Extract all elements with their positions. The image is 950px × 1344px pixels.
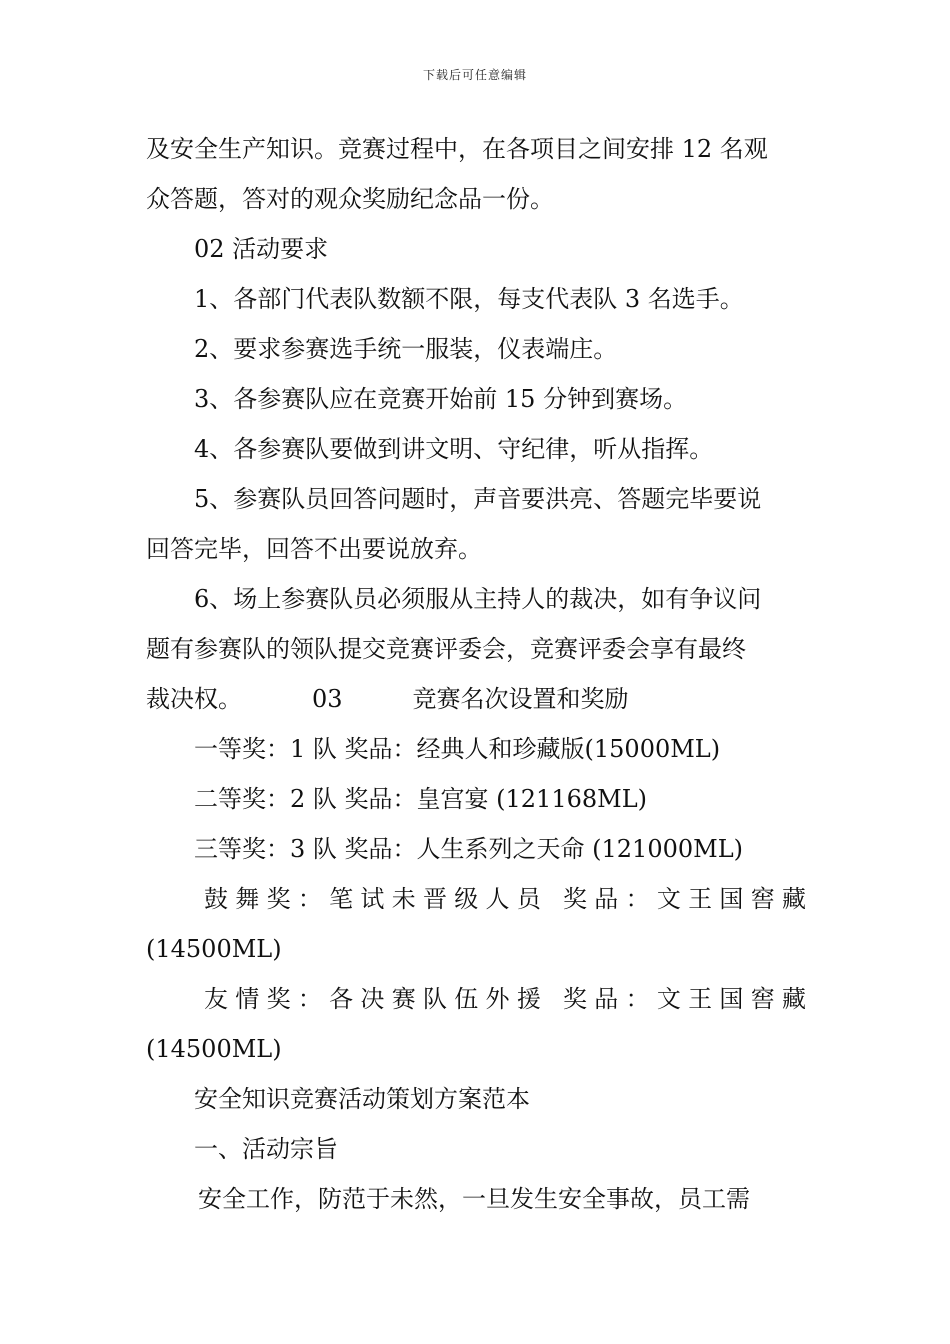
list-item: 2、要求参赛选手统一服装，仪表端庄。 bbox=[194, 335, 618, 363]
paragraph-line bbox=[146, 674, 806, 724]
list-item: 3、各参赛队应在竞赛开始前 15 分钟到赛场。 bbox=[194, 385, 688, 413]
paragraph-line: (14500ML) bbox=[146, 935, 282, 963]
document-body bbox=[146, 124, 806, 1224]
section-heading: 02 活动要求 bbox=[194, 235, 329, 263]
section-heading: 一、活动宗旨 bbox=[194, 1135, 338, 1163]
award-item: 鼓舞奖：笔试未晋级人员 奖品：文王国窖藏 bbox=[204, 885, 806, 913]
list-item: 6、场上参赛队员必须服从主持人的裁决，如有争议问 bbox=[194, 585, 762, 613]
section-number: 03 bbox=[312, 685, 343, 713]
list-item: 4、各参赛队要做到讲文明、守纪律，听从指挥。 bbox=[194, 435, 714, 463]
paragraph-line: (14500ML) bbox=[146, 1035, 282, 1063]
award-item: 二等奖：2 队 奖品：皇宫宴 (121168ML) bbox=[194, 785, 648, 813]
paragraph-text: 裁决权。 bbox=[146, 685, 242, 713]
paragraph-line: 回答完毕，回答不出要说放弃。 bbox=[146, 535, 482, 563]
paragraph-line: 题有参赛队的领队提交竞赛评委会，竞赛评委会享有最终 bbox=[146, 635, 746, 663]
page-header: 下载后可任意编辑 bbox=[422, 68, 527, 82]
paragraph-line: 安全工作，防范于未然，一旦发生安全事故，员工需 bbox=[198, 1185, 750, 1213]
section-heading: 竞赛名次设置和奖励 bbox=[412, 685, 629, 713]
document-title: 安全知识竞赛活动策划方案范本 bbox=[194, 1085, 530, 1113]
award-item: 友情奖：各决赛队伍外援 奖品：文王国窖藏 bbox=[204, 985, 806, 1013]
list-item: 1、各部门代表队数额不限，每支代表队 3 名选手。 bbox=[194, 285, 744, 313]
paragraph-line: 众答题，答对的观众奖励纪念品一份。 bbox=[146, 185, 554, 213]
list-item: 5、参赛队员回答问题时，声音要洪亮、答题完毕要说 bbox=[194, 485, 762, 513]
paragraph-line: 及安全生产知识。竞赛过程中，在各项目之间安排 12 名观 bbox=[146, 135, 768, 163]
award-item: 一等奖：1 队 奖品：经典人和珍藏版(15000ML) bbox=[194, 735, 721, 763]
award-item: 三等奖：3 队 奖品：人生系列之天命 (121000ML) bbox=[194, 835, 744, 863]
